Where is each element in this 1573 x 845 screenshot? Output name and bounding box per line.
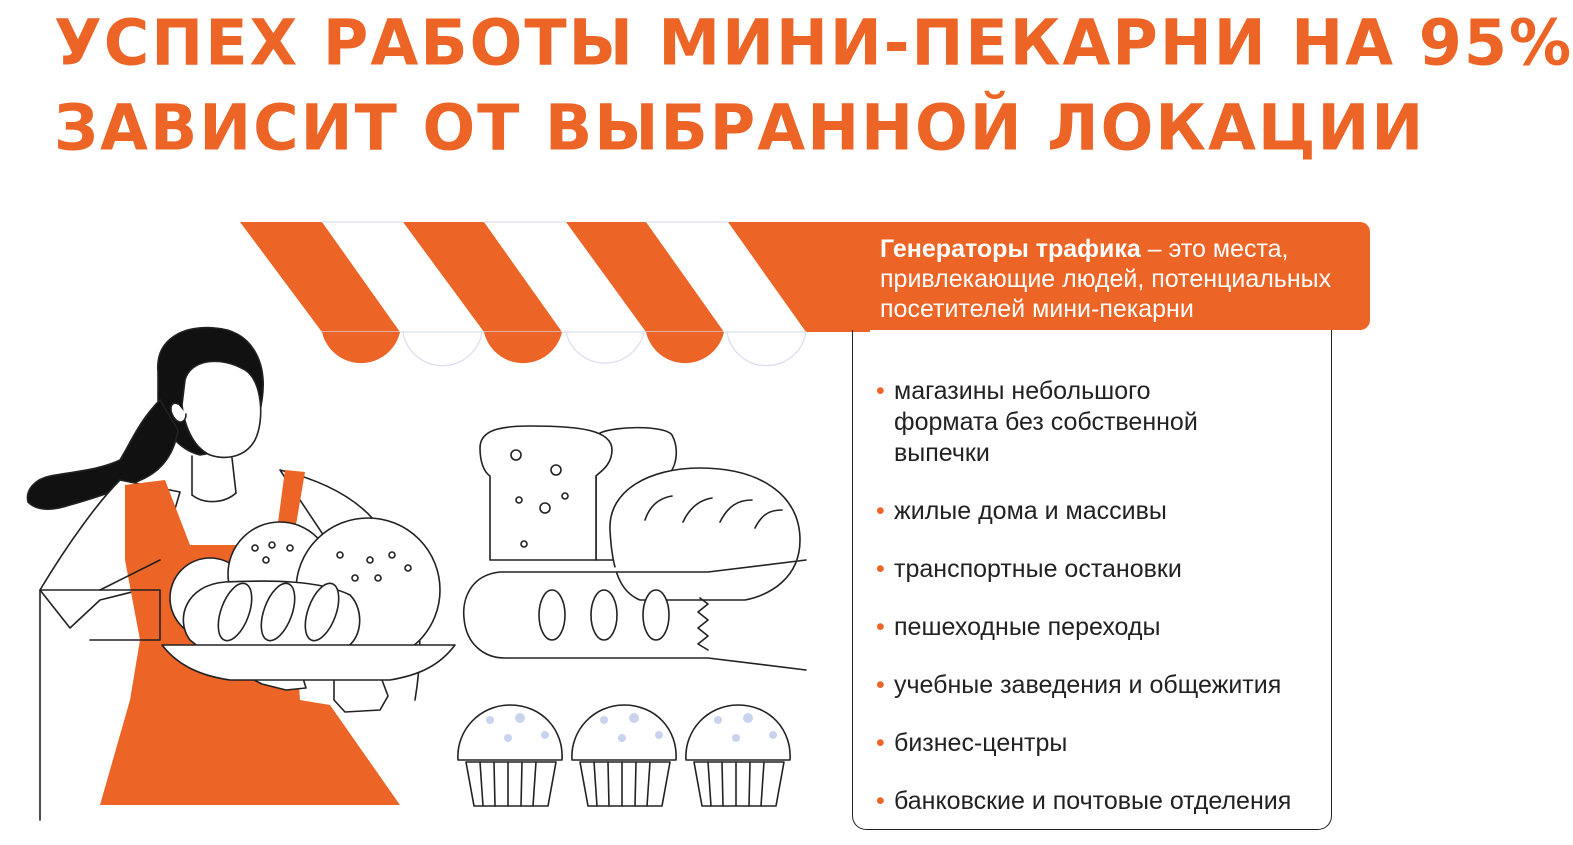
page-title-line1: УСПЕХ РАБОТЫ МИНИ-ПЕКАРНИ НА 95% (54, 5, 1573, 80)
muffin (458, 705, 562, 806)
list-item: • жилые дома и массивы (876, 497, 1167, 525)
definition-text: – это места, привлекающие людей, потенциальных посетителей мини-пекарни (880, 235, 1332, 323)
muffin (686, 705, 790, 806)
list-item: • магазины небольшого формата без собственной выпечки (876, 377, 1198, 467)
list-item: • пешеходные переходы (876, 613, 1161, 641)
page-title-line2: ЗАВИСИТ ОТ ВЫБРАННОЙ ЛОКАЦИИ (54, 90, 1426, 165)
awning (240, 222, 870, 366)
round-bread (610, 468, 800, 600)
list-item: • банковские и почтовые отделения (876, 787, 1292, 815)
traffic-generators-list (876, 376, 1291, 844)
definition-term: Генераторы трафика (880, 235, 1141, 263)
list-item: • бизнес-центры (876, 729, 1068, 757)
traffic-generators-definition (880, 234, 1360, 324)
list-item: • учебные заведения и общежития (876, 671, 1282, 699)
bread-basket (162, 518, 455, 680)
muffins (458, 705, 790, 806)
muffin (572, 705, 676, 806)
list-item: • транспортные остановки (876, 555, 1182, 583)
